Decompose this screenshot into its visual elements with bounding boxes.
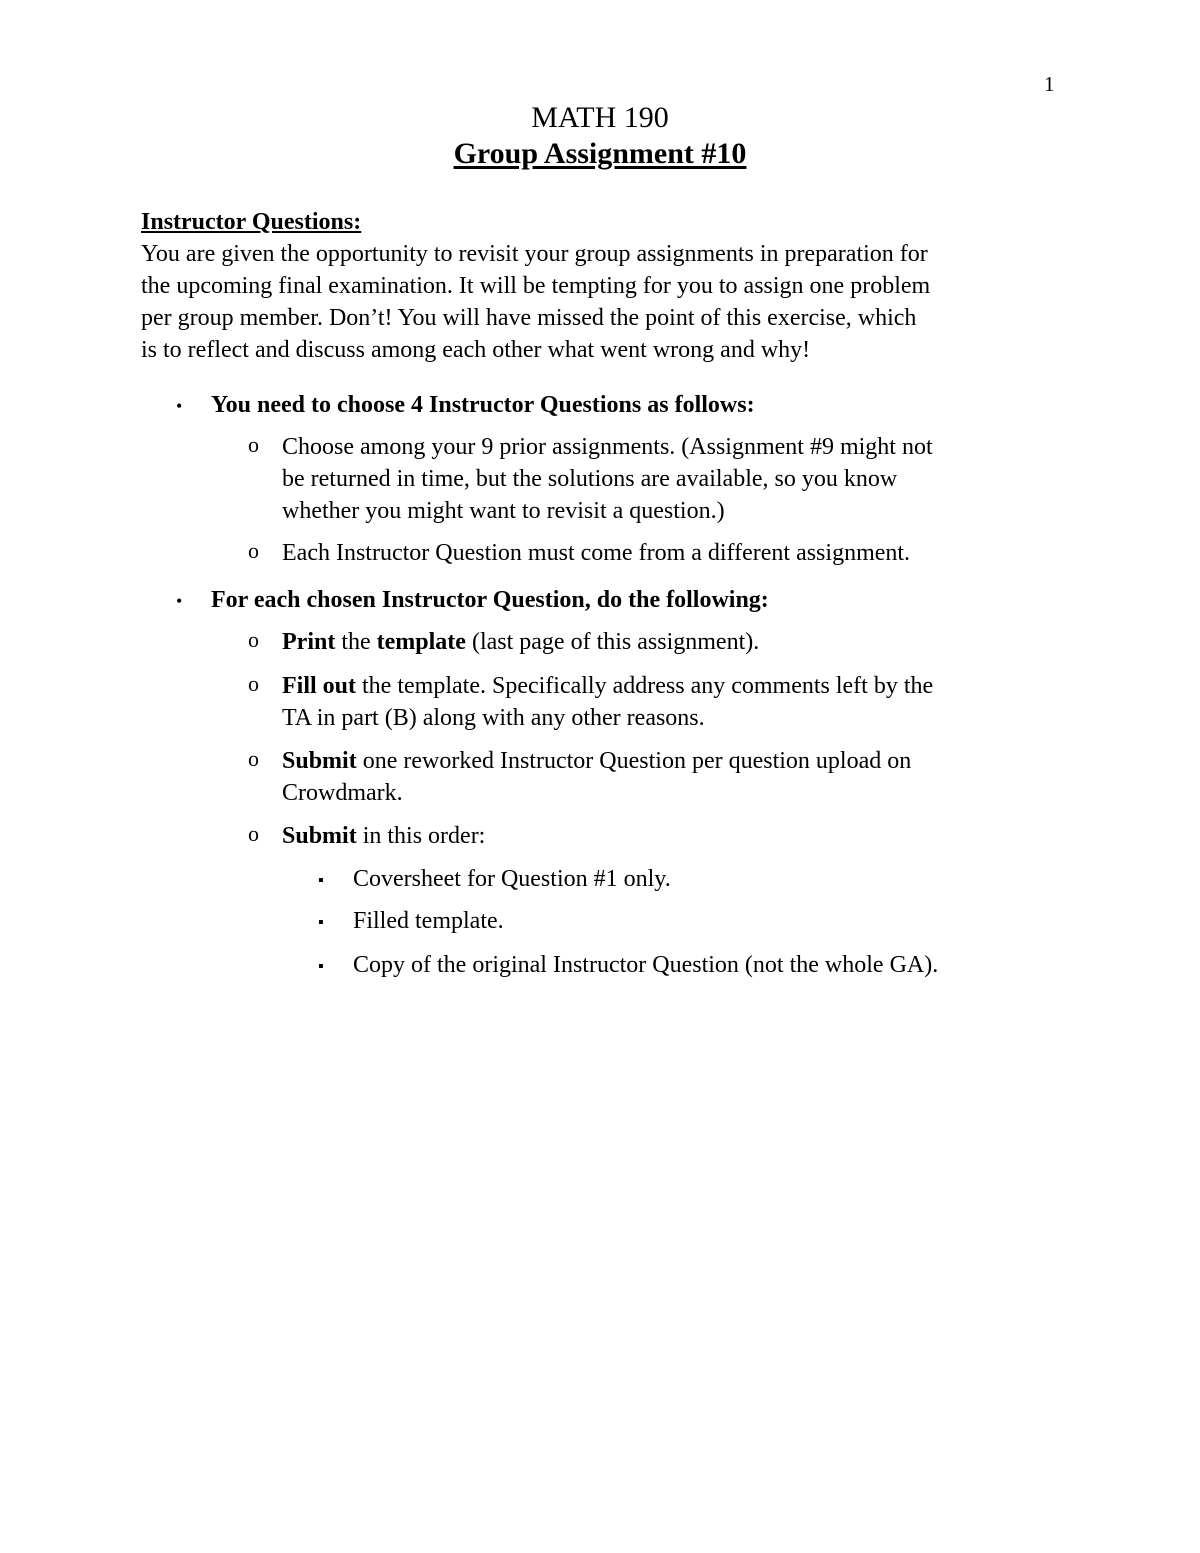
sub-sub-bullet-text: Coversheet for Question #1 only. (353, 866, 671, 892)
circle-bullet-icon: o (248, 538, 259, 563)
sub-bullet-text (282, 820, 1042, 852)
intro-line: the upcoming final examination. It will be tempting for you to assign one problem (141, 273, 931, 299)
bullet-dot-icon: • (176, 591, 183, 611)
bold-text: template (376, 629, 466, 655)
circle-bullet-icon: o (248, 821, 259, 846)
sub-bullet-text (282, 431, 1042, 527)
bold-text: Submit (282, 823, 357, 849)
circle-bullet-icon: o (248, 746, 259, 771)
bold-text: Fill out (282, 673, 357, 699)
sub-bullet-text (282, 626, 1042, 658)
square-bullet-icon: ▪ (318, 872, 324, 889)
circle-bullet-icon: o (248, 432, 259, 457)
bullet-text: You need to choose 4 Instructor Questions as follows: (211, 392, 755, 418)
section-heading: Instructor Questions: (141, 209, 362, 235)
sub-sub-bullet-text: Filled template. (353, 908, 504, 934)
assignment-title: Group Assignment #10 (453, 137, 747, 170)
instructor-questions-section (141, 206, 1061, 366)
square-bullet-icon: ▪ (318, 914, 324, 931)
sub-bullet-text: the template. Specifically address any comments left by the (356, 673, 934, 699)
intro-line: per group member. Don’t! You will have missed the point of this exercise, which (141, 305, 917, 331)
square-bullet-icon: ▪ (318, 958, 324, 975)
intro-line: is to reflect and discuss among each other what went wrong and why! (141, 337, 811, 363)
sub-bullet-line: Crowdmark. (282, 780, 403, 806)
sub-bullet-text (282, 745, 1042, 809)
sub-bullet-text: (last page of this assignment). (465, 629, 760, 655)
sub-bullet-line (282, 670, 1042, 702)
sub-bullet-line: be returned in time, but the solutions are available, so you know (282, 466, 898, 492)
sub-bullet-text (282, 670, 1042, 734)
circle-bullet-icon: o (248, 627, 259, 652)
sub-bullet-line (282, 820, 1042, 852)
bullet-dot-icon: • (176, 396, 183, 416)
sub-sub-bullet-text: Copy of the original Instructor Question (not the whole GA). (353, 952, 939, 978)
circle-bullet-icon: o (248, 671, 259, 696)
page-number: 1 (1044, 72, 1055, 96)
sub-bullet-line: whether you might want to revisit a question.) (282, 498, 725, 524)
intro-paragraph (141, 238, 1056, 366)
course-title: MATH 190 (531, 101, 669, 134)
sub-bullet-text: in this order: (356, 823, 486, 849)
sub-bullet-text: the (335, 629, 377, 655)
sub-bullet-text (282, 537, 1042, 569)
sub-bullet-line: Choose among your 9 prior assignments. (Assignment #9 might not (282, 434, 933, 460)
sub-bullet-line (282, 626, 1042, 658)
sub-bullet-line: TA in part (B) along with any other reasons. (282, 705, 705, 731)
sub-bullet-line: Each Instructor Question must come from a different assignment. (282, 540, 911, 566)
bold-text: Print (282, 629, 336, 655)
intro-line: You are given the opportunity to revisit your group assignments in preparation for (141, 241, 928, 267)
bold-text: Submit (282, 748, 357, 774)
bullet-text: For each chosen Instructor Question, do the following: (211, 587, 769, 613)
sub-bullet-line (282, 745, 1042, 777)
sub-bullet-text: one reworked Instructor Question per question upload on (356, 748, 912, 774)
